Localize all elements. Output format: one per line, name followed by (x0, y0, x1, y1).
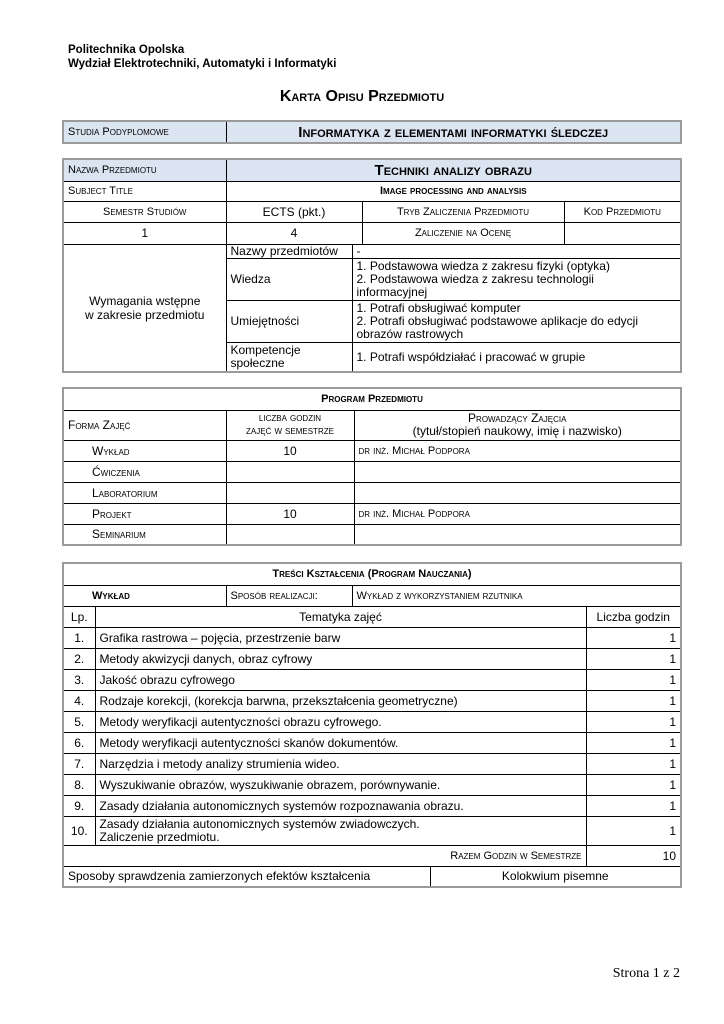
table-row: 5. Metody weryfikacji autentyczności obrazu cyfrowego. 1 (63, 711, 681, 732)
page-number: Strona 1 z 2 (612, 966, 680, 981)
topic-header: Tematyka zajęć (95, 606, 586, 627)
table-row: 10. Zasady działania autonomicznych systemów zwiadowczych. Zaliczenie przedmiotu. 1 (63, 816, 681, 845)
method-label: Sposób realizacji: (226, 585, 352, 606)
method-value: Wykład z wykorzystaniem rzutnika (352, 585, 681, 606)
studies-name: Informatyka z elementami informatyki śledczej (226, 121, 681, 143)
req-competence-value: 1. Potrafi współdziałać i pracować w grupie (352, 342, 681, 372)
total-value: 10 (586, 845, 681, 866)
subject-code-value (564, 222, 681, 244)
lp-header: Lp. (63, 606, 95, 627)
req-knowledge-label: Wiedza (226, 258, 352, 300)
assessment-mode-value: Zaliczenie na Ocenę (362, 222, 564, 244)
table-row: 2. Metody akwizycji danych, obraz cyfrowy 1 (63, 648, 681, 669)
table-row: 3. Jakość obrazu cyfrowego 1 (63, 669, 681, 690)
total-label: Razem Godzin w Semestrze (63, 845, 586, 866)
table-row: 9. Zasady działania autonomicznych systemów rozpoznawania obrazu. 1 (63, 795, 681, 816)
table-row: 6. Metody weryfikacji autentyczności skanów dokumentów. 1 (63, 732, 681, 753)
lecture-type: Wykład (63, 585, 226, 606)
hours-header: liczba godzin zajęć w semestrze (226, 410, 354, 440)
table-row: Wykład 10 dr inż. Michał Podpora (63, 440, 681, 461)
table-row: 8. Wyszukiwanie obrazów, wyszukiwanie obrazem, porównywanie. 1 (63, 774, 681, 795)
table-row: 1. Grafika rastrowa – pojęcia, przestrzenie barw 1 (63, 627, 681, 648)
table-row: 4. Rodzaje korekcji, (korekcja barwna, przekształcenia geometryczne) 1 (63, 690, 681, 711)
subject-code-header: Kod Przedmiotu (564, 201, 681, 222)
hours-header: Liczba godzin (586, 606, 681, 627)
table-row: Laboratorium (63, 482, 681, 503)
req-skills-value: 1. Potrafi obsługiwać komputer 2. Potrafi obsługiwać podstawowe aplikacje do edycji obrazów rastrowych (352, 300, 681, 342)
document-header (68, 43, 336, 71)
ects-value: 4 (226, 222, 362, 244)
teacher-header: Prowadzący Zajęcia (tytuł/stopień naukowy, imię i nazwisko) (354, 410, 681, 440)
table-row: 7. Narzędzia i metody analizy strumienia wideo. 1 (63, 753, 681, 774)
req-courses-value: - (352, 244, 681, 258)
content-table (62, 562, 682, 888)
studies-label: Studia Podyplomowe (63, 121, 226, 143)
program-table (62, 387, 682, 546)
form-header: Forma Zajęć (63, 410, 226, 440)
req-courses-label: Nazwy przedmiotów (226, 244, 352, 258)
faculty-name: Wydział Elektrotechniki, Automatyki i Informatyki (68, 58, 337, 70)
program-row-table (62, 120, 682, 144)
table-row: Ćwiczenia (63, 461, 681, 482)
assessment-mode-header: Tryb Zaliczenia Przedmiotu (362, 201, 564, 222)
semester-header: Semestr Studiów (63, 201, 226, 222)
semester-value: 1 (63, 222, 226, 244)
ects-header: ECTS (pkt.) (226, 201, 362, 222)
university-name: Politechnika Opolska (68, 44, 185, 56)
assessment-label: Sposoby sprawdzenia zamierzonych efektów kształcenia (63, 866, 430, 887)
table-row: Seminarium (63, 524, 681, 545)
page-title: Karta Opisu Przedmiotu (279, 88, 445, 105)
subject-title-label: Subject Title (63, 181, 226, 201)
subject-title-value: Image processing and analysis (226, 181, 681, 201)
requirements-label: Wymagania wstępne w zakresie przedmiotu (63, 244, 226, 372)
table-row: Projekt 10 dr inż. Michał Podpora (63, 503, 681, 524)
req-knowledge-value: 1. Podstawowa wiedza z zakresu fizyki (optyka) 2. Podstawowa wiedza z zakresu technologii informacyjnej (352, 258, 681, 300)
subject-name-value: Techniki analizy obrazu (226, 159, 681, 181)
req-competence-label: Kompetencje społeczne (226, 342, 352, 372)
content-title: Treści Kształcenia (Program Nauczania) (63, 563, 681, 585)
req-skills-label: Umiejętności (226, 300, 352, 342)
subject-table (62, 158, 682, 373)
subject-name-label: Nazwa Przedmiotu (63, 159, 226, 181)
assessment-value: Kolokwium pisemne (430, 866, 681, 887)
program-title: Program Przedmiotu (63, 388, 681, 410)
